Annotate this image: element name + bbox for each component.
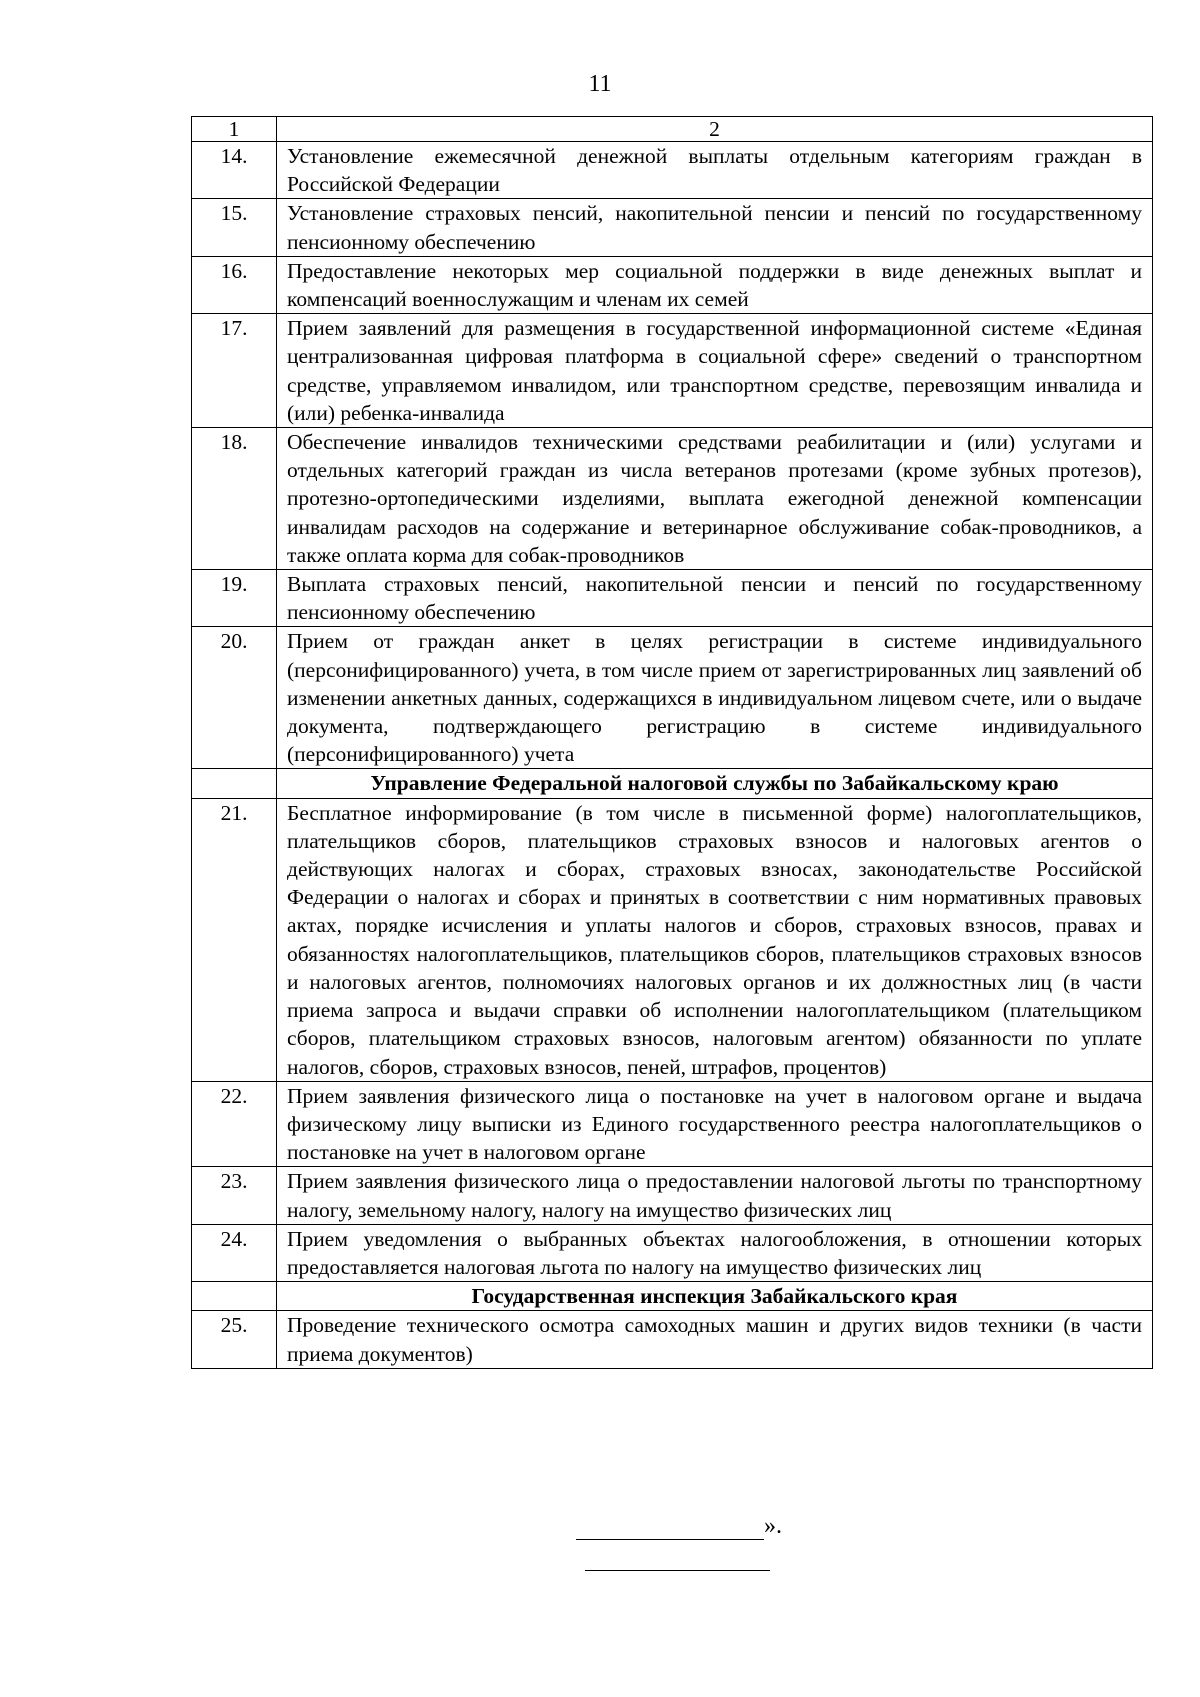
table-row bbox=[192, 142, 1153, 199]
closing-underline bbox=[576, 1517, 764, 1540]
row-text: Прием заявления физического лица о постановке на учет в налоговом органе и выдача физическому лицу выписки из Единого государственного реестра налогоплательщиков о постановке на учет в налоговом органе bbox=[277, 1081, 1153, 1167]
table-row bbox=[192, 627, 1153, 769]
table-row bbox=[192, 798, 1153, 1081]
row-text: Выплата страховых пенсий, накопительной пенсии и пенсий по государственному пенсионному обеспечению bbox=[277, 570, 1153, 627]
table-row bbox=[192, 428, 1153, 570]
row-text: Прием уведомления о выбранных объектах налогообложения, в отношении которых предоставляется налоговая льгота по налогу на имущество физических лиц bbox=[277, 1224, 1153, 1281]
row-number: 23. bbox=[192, 1167, 277, 1224]
row-text: Установление ежемесячной денежной выплаты отдельным категориям граждан в Российской Федерации bbox=[277, 142, 1153, 199]
table-row bbox=[192, 1224, 1153, 1281]
table-row bbox=[192, 256, 1153, 313]
table-row bbox=[192, 1167, 1153, 1224]
row-number: 24. bbox=[192, 1224, 277, 1281]
row-number: 18. bbox=[192, 428, 277, 570]
row-number: 20. bbox=[192, 627, 277, 769]
section-heading: Управление Федеральной налоговой службы по Забайкальскому краю bbox=[277, 769, 1153, 798]
row-text: Прием заявления физического лица о предоставлении налоговой льготы по транспортному налогу, земельному налогу, налогу на имущество физических лиц bbox=[277, 1167, 1153, 1224]
row-number: 14. bbox=[192, 142, 277, 199]
section-heading: Государственная инспекция Забайкальского края bbox=[277, 1282, 1153, 1311]
column-header-1: 1 bbox=[192, 117, 277, 142]
row-text: Установление страховых пенсий, накопительной пенсии и пенсий по государственному пенсионному обеспечению bbox=[277, 199, 1153, 256]
table-row bbox=[192, 1311, 1153, 1368]
end-divider bbox=[585, 1570, 770, 1571]
row-text: Прием от граждан анкет в целях регистрации в системе индивидуального (персонифицированного) учета, в том числе прием от зарегистрированных лиц заявлений об изменении анкетных данных, содержащихся в индивидуальном лицевом счете, или о выдаче документа, подтверждающего регистрацию в системе индивидуального (персонифицированного) учета bbox=[277, 627, 1153, 769]
closing-mark bbox=[576, 1512, 782, 1540]
services-table bbox=[191, 116, 1153, 1369]
page-number: 11 bbox=[588, 71, 612, 97]
table-row bbox=[192, 1081, 1153, 1167]
table-row bbox=[192, 314, 1153, 428]
row-number: 16. bbox=[192, 256, 277, 313]
row-text: Бесплатное информирование (в том числе в письменной форме) налогоплательщиков, плательщиков сборов, плательщиков страховых взносов и налоговых агентов о действующих налогах и сборах, страховых взносах, законодательстве Российской Федерации о налогах и сборах и принятых в соответствии с ним нормативных правовых актах, порядке исчисления и уплаты налогов и сборов, страховых взносов, правах и обязанностях налогоплательщиков, плательщиков сборов, плательщиков страховых взносов и налоговых агентов, полномочиях налоговых органов и их должностных лиц (в части приема запроса и выдачи справки об исполнении налогоплательщиком (плательщиком сборов, плательщиком страховых взносов, налоговым агентом) обязанности по уплате налогов, сборов, страховых взносов, пеней, штрафов, процентов) bbox=[277, 798, 1153, 1081]
row-number: 19. bbox=[192, 570, 277, 627]
row-number: 25. bbox=[192, 1311, 277, 1368]
row-text: Проведение технического осмотра самоходных машин и других видов техники (в части приема документов) bbox=[277, 1311, 1153, 1368]
row-number: 21. bbox=[192, 798, 277, 1081]
row-number: 17. bbox=[192, 314, 277, 428]
row-number: 22. bbox=[192, 1081, 277, 1167]
column-header-2: 2 bbox=[277, 117, 1153, 142]
closing-quote: ». bbox=[764, 1513, 782, 1539]
section-row bbox=[192, 769, 1153, 798]
row-text: Прием заявлений для размещения в государственной информационной системе «Единая централизованная цифровая платформа в социальной сфере» сведений о транспортном средстве, управляемом инвалидом, или транспортном средстве, перевозящим инвалида и (или) ребенка-инвалида bbox=[277, 314, 1153, 428]
table-row bbox=[192, 199, 1153, 256]
table-header-row bbox=[192, 117, 1153, 142]
row-text: Предоставление некоторых мер социальной поддержки в виде денежных выплат и компенсаций военнослужащим и членам их семей bbox=[277, 256, 1153, 313]
section-number-cell bbox=[192, 1282, 277, 1311]
section-row bbox=[192, 1282, 1153, 1311]
row-number: 15. bbox=[192, 199, 277, 256]
row-text: Обеспечение инвалидов техническими средствами реабилитации и (или) услугами и отдельных категорий граждан из числа ветеранов протезами (кроме зубных протезов), протезно-ортопедическими изделиями, выплата ежегодной денежной компенсации инвалидам расходов на содержание и ветеринарное обслуживание собак-проводников, а также оплата корма для собак-проводников bbox=[277, 428, 1153, 570]
section-number-cell bbox=[192, 769, 277, 798]
table-row bbox=[192, 570, 1153, 627]
